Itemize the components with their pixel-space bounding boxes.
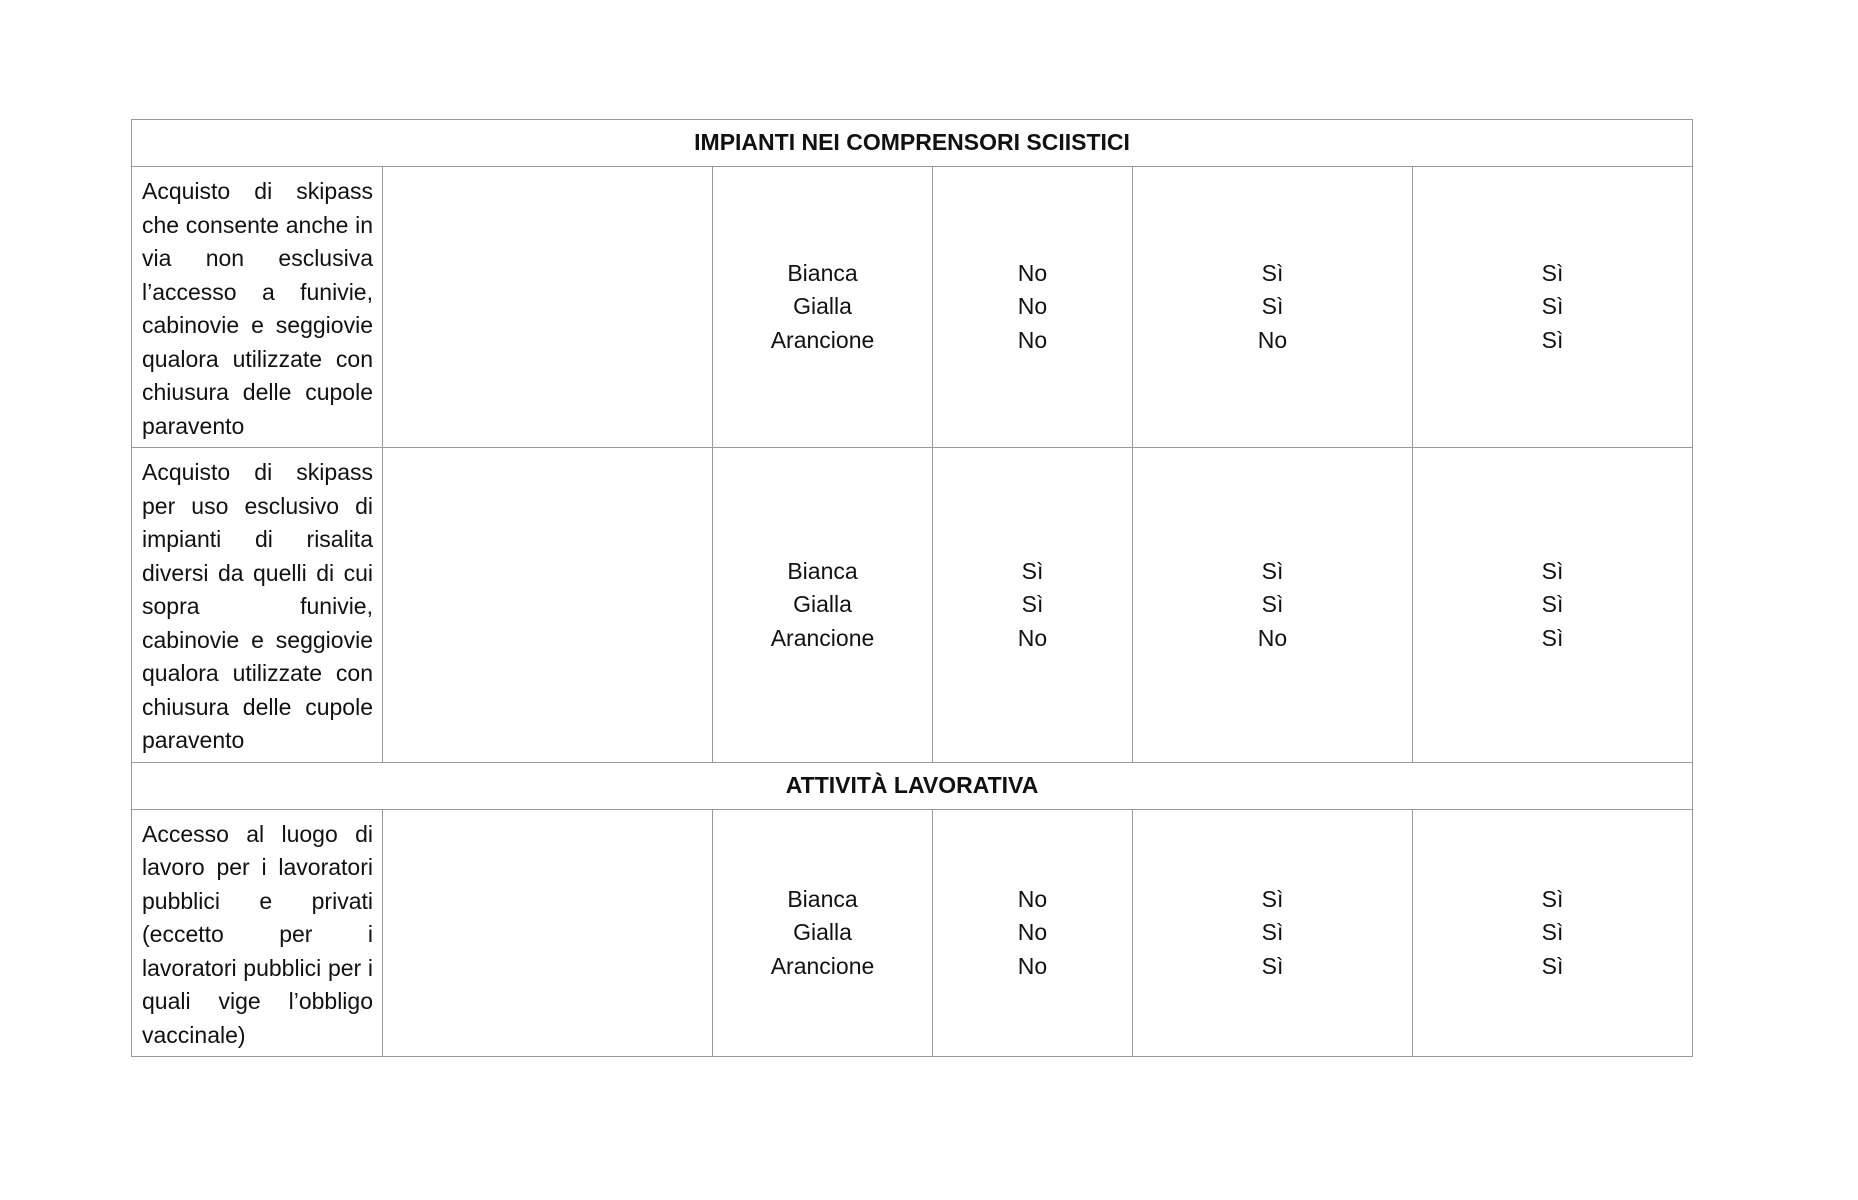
permission-cell xyxy=(1133,448,1413,763)
table-row xyxy=(132,167,1693,448)
permission-value: Sì xyxy=(1541,624,1564,651)
zone-list xyxy=(713,809,933,1057)
section-title: IMPIANTI NEI COMPRENSORI SCIISTICI xyxy=(132,120,1693,167)
permission-cell xyxy=(1413,167,1693,448)
empty-cell xyxy=(383,448,713,763)
zone-label: Bianca xyxy=(787,885,858,912)
permission-value: No xyxy=(1017,885,1048,912)
zone-list xyxy=(713,167,933,448)
permission-cell xyxy=(1413,448,1693,763)
permission-cell xyxy=(1413,809,1693,1057)
permission-value: No xyxy=(1017,919,1048,945)
permission-cell xyxy=(933,809,1133,1057)
activity-description: Accesso al luogo di lavoro per i lavoratori pubblici e privati (eccetto per i lavoratori pubblici per i quali vige l’obbligo vaccinale) xyxy=(132,809,383,1057)
permission-value: No xyxy=(1017,293,1048,320)
permission-value: Sì xyxy=(1541,293,1564,320)
permission-value: No xyxy=(1017,952,1048,979)
permission-value: No xyxy=(1017,624,1048,651)
permission-cell xyxy=(933,167,1133,448)
permission-value: No xyxy=(1017,259,1048,286)
permission-value: No xyxy=(1017,326,1048,353)
permission-value: Sì xyxy=(1261,293,1284,320)
permission-cell xyxy=(933,448,1133,763)
permission-value: Sì xyxy=(1541,259,1564,286)
permission-value: Sì xyxy=(1541,557,1564,584)
permission-value: Sì xyxy=(1541,885,1564,912)
permission-value: Sì xyxy=(1261,259,1284,286)
zone-label: Bianca xyxy=(787,557,858,584)
permission-value: No xyxy=(1257,624,1288,651)
zone-label: Gialla xyxy=(793,591,852,617)
zone-label: Bianca xyxy=(787,259,858,286)
activity-description: Acquisto di skipass che consente anche in via non esclusiva l’accesso a funivie, cabinovie e seggiovie qualora utilizzate con chiusura delle cupole paravento xyxy=(132,167,383,448)
permission-value: Sì xyxy=(1541,591,1564,617)
zone-label: Gialla xyxy=(793,919,852,945)
section-title: ATTIVITÀ LAVORATIVA xyxy=(132,762,1693,809)
permission-value: Sì xyxy=(1261,952,1284,979)
permission-cell xyxy=(1133,809,1413,1057)
permission-value: Sì xyxy=(1021,591,1044,617)
permission-value: Sì xyxy=(1541,326,1564,353)
empty-cell xyxy=(383,167,713,448)
permission-value: Sì xyxy=(1261,919,1284,945)
table-row xyxy=(132,809,1693,1057)
permission-value: Sì xyxy=(1261,557,1284,584)
permission-value: Sì xyxy=(1261,591,1284,617)
permission-cell xyxy=(1133,167,1413,448)
zone-label: Gialla xyxy=(793,293,852,320)
zone-label: Arancione xyxy=(770,624,875,651)
zone-label: Arancione xyxy=(770,952,875,979)
zone-label: Arancione xyxy=(770,326,875,353)
permission-value: Sì xyxy=(1021,557,1044,584)
zone-list xyxy=(713,448,933,763)
section-header-row xyxy=(132,120,1693,167)
permission-value: No xyxy=(1257,326,1288,353)
empty-cell xyxy=(383,809,713,1057)
activity-description: Acquisto di skipass per uso esclusivo di impianti di risalita diversi da quelli di cui sopra funivie, cabinovie e seggiovie qualora utilizzate con chiusura delle cupole paravento xyxy=(132,448,383,763)
section-header-row xyxy=(132,762,1693,809)
permission-value: Sì xyxy=(1541,952,1564,979)
table-row xyxy=(132,448,1693,763)
rules-table xyxy=(131,119,1693,1057)
permission-value: Sì xyxy=(1261,885,1284,912)
permission-value: Sì xyxy=(1541,919,1564,945)
